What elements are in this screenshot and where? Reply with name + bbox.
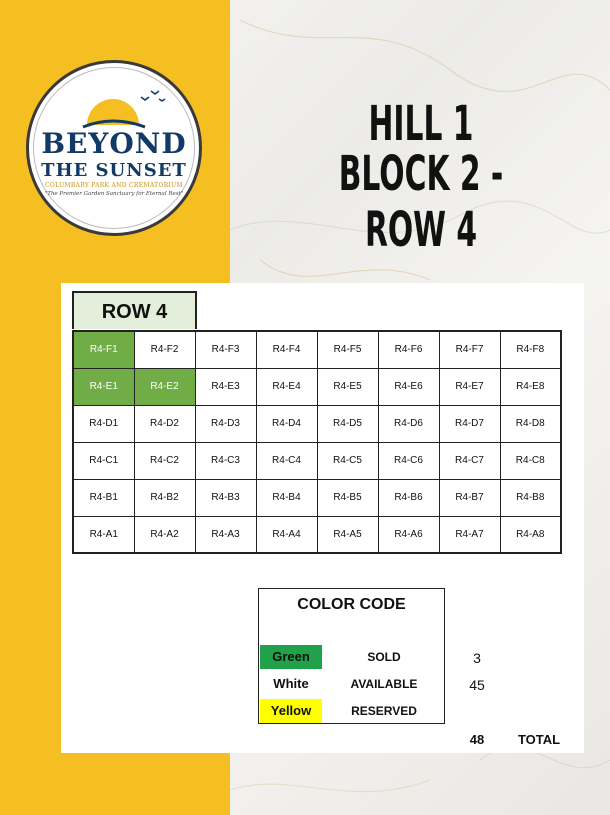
niche-cell[interactable]: R4-A4 [256, 516, 317, 553]
heading-hill: HILL 1 [368, 96, 474, 152]
niche-cell[interactable]: R4-E7 [439, 368, 500, 405]
niche-cell[interactable]: R4-D3 [195, 405, 256, 442]
niche-cell[interactable]: R4-C4 [256, 442, 317, 479]
sunset-birds-icon [79, 85, 169, 130]
legend-status-available: AVAILABLE [350, 677, 418, 691]
niche-cell[interactable]: R4-B7 [439, 479, 500, 516]
grid-row [73, 368, 561, 405]
niche-cell[interactable]: R4-C8 [500, 442, 561, 479]
niche-cell[interactable]: R4-A5 [317, 516, 378, 553]
niche-cell[interactable]: R4-D1 [73, 405, 134, 442]
niche-cell[interactable]: R4-B2 [134, 479, 195, 516]
niche-cell[interactable]: R4-C7 [439, 442, 500, 479]
niche-cell[interactable]: R4-E4 [256, 368, 317, 405]
legend-swatch-white: White [260, 672, 322, 696]
niche-cell[interactable]: R4-D6 [378, 405, 439, 442]
niche-cell[interactable]: R4-E6 [378, 368, 439, 405]
niche-cell[interactable]: R4-C5 [317, 442, 378, 479]
niche-cell[interactable]: R4-D8 [500, 405, 561, 442]
legend-count-sold: 3 [473, 650, 481, 666]
niche-cell[interactable]: R4-E2 [134, 368, 195, 405]
niche-cell[interactable]: R4-C2 [134, 442, 195, 479]
niche-cell[interactable]: R4-A2 [134, 516, 195, 553]
row-label: ROW 4 [72, 291, 197, 329]
legend-count-available: 45 [469, 677, 485, 693]
niche-cell[interactable]: R4-C1 [73, 442, 134, 479]
niche-cell[interactable]: R4-D2 [134, 405, 195, 442]
niche-cell[interactable]: R4-F6 [378, 331, 439, 368]
niche-grid [72, 330, 562, 554]
niche-cell[interactable]: R4-C3 [195, 442, 256, 479]
niche-cell[interactable]: R4-F5 [317, 331, 378, 368]
niche-cell[interactable]: R4-B5 [317, 479, 378, 516]
niche-cell[interactable]: R4-F7 [439, 331, 500, 368]
niche-cell[interactable]: R4-B1 [73, 479, 134, 516]
niche-cell[interactable]: R4-E5 [317, 368, 378, 405]
logo-tagline: "The Premier Garden Sanctuary for Eternal Rest" [44, 191, 184, 197]
brand-logo [26, 60, 202, 236]
niche-cell[interactable]: R4-A7 [439, 516, 500, 553]
niche-cell[interactable]: R4-B6 [378, 479, 439, 516]
niche-cell[interactable]: R4-F2 [134, 331, 195, 368]
niche-cell[interactable]: R4-E1 [73, 368, 134, 405]
grid-row [73, 405, 561, 442]
logo-subtitle: COLUMBARY PARK AND CREMATORIUM [45, 182, 183, 189]
niche-cell[interactable]: R4-E3 [195, 368, 256, 405]
total-count: 48 [469, 732, 485, 747]
niche-cell[interactable]: R4-A3 [195, 516, 256, 553]
niche-cell[interactable]: R4-F8 [500, 331, 561, 368]
grid-row [73, 442, 561, 479]
niche-cell[interactable]: R4-B4 [256, 479, 317, 516]
niche-cell[interactable]: R4-D7 [439, 405, 500, 442]
grid-row [73, 479, 561, 516]
niche-cell[interactable]: R4-F3 [195, 331, 256, 368]
niche-cell[interactable]: R4-A6 [378, 516, 439, 553]
niche-cell[interactable]: R4-A1 [73, 516, 134, 553]
logo-title-line2: THE SUNSET [41, 160, 187, 181]
color-code-title: COLOR CODE [297, 596, 406, 613]
grid-row [73, 516, 561, 553]
niche-cell[interactable]: R4-F1 [73, 331, 134, 368]
niche-cell[interactable]: R4-B8 [500, 479, 561, 516]
niche-cell[interactable]: R4-D5 [317, 405, 378, 442]
grid-row [73, 331, 561, 368]
niche-cell[interactable]: R4-F4 [256, 331, 317, 368]
total-label: TOTAL [517, 732, 561, 747]
heading-block-row: BLOCK 2 - ROW 4 [338, 146, 504, 258]
niche-cell[interactable]: R4-D4 [256, 405, 317, 442]
niche-cell[interactable]: R4-A8 [500, 516, 561, 553]
niche-cell[interactable]: R4-E8 [500, 368, 561, 405]
niche-cell[interactable]: R4-B3 [195, 479, 256, 516]
legend-swatch-yellow: Yellow [260, 699, 322, 723]
legend-status-sold: SOLD [367, 650, 401, 664]
niche-cell[interactable]: R4-C6 [378, 442, 439, 479]
legend-swatch-green: Green [260, 645, 322, 669]
legend-status-reserved: RESERVED [351, 704, 417, 718]
logo-title-line1: BEYOND [41, 127, 187, 160]
